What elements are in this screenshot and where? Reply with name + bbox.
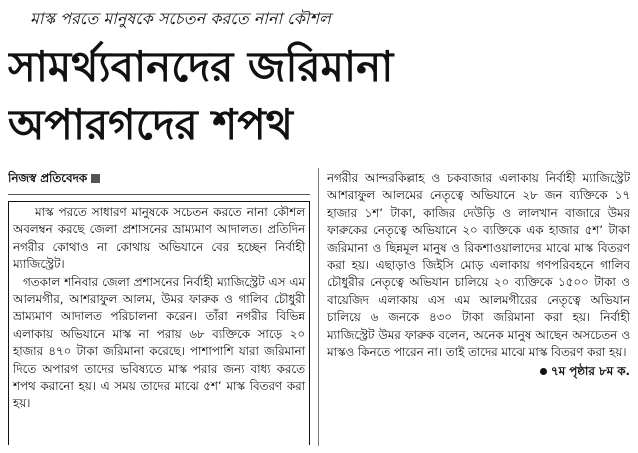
byline-text: নিজস্ব প্রতিবেদক: [8, 171, 88, 185]
paragraph: গতকাল শনিবার জেলা প্রশাসনের নির্বাহী ম্যাজিস্ট্রেট এস এম আলমগীর, আশরাফুল আলম, উমর ফারুক ও গালিব চৌধুরী ভ্রাম্যমাণ আদালত পরিচালনা করেন। তাঁরা নগরীর বিভিন্ন এলাকায় অভিযানে মাস্ক না পরায় ৬৮ ব্যক্তিকে সাড়ে ২০ হাজার ৪৭০ টাকা জরিমানা করেছে। পাশাপাশি যারা জরিমানা দিতে অপারগ তাদের ভবিষ্যতে মাস্ক পরার জন্য বাধ্য করতে শপথ করানো হয়। এ সময় তাদের মাঝে ৫শ’ মাস্ক বিতরণ করা হয়।: [13, 274, 305, 411]
continuation-text: ৭ম পৃষ্ঠার ৮ম ক.: [550, 364, 630, 379]
boxed-article-body: [8, 201, 310, 445]
left-column: [8, 170, 310, 445]
continuation-note: [327, 363, 630, 380]
byline-rule: [8, 194, 310, 195]
paragraph: নগরীর আন্দরকিল্লাহ ও চকবাজার এলাকায় নির্বাহী ম্যাজিস্ট্রেট আশরাফুল আলমের নেতৃত্বে অভিযানে ২৮ জন ব্যক্তিকে ১৭ হাজার ১শ’ টাকা, কাজির দেউড়ি ও লালখান বাজারে উমর ফারুকের নেতৃত্বে অভিযানে ২০ ব্যক্তিকে এক হাজার ৫শ’ টাকা জরিমানা ও ছিন্নমূল মানুষ ও রিকশাওয়ালাদের মাঝে মাস্ক বিতরণ করা হয়। এছাড়াও জিইসি মোড় এলাকায় গণপরিবহনে গালিব চৌধুরীর নেতৃত্বে অভিযান চালিয়ে ২০ ব্যক্তিকে ১৫০০ টাকা ও বায়েজিদ এলাকায় এস এম আলমগীরের নেতৃত্বে অভিযান চালিয়ে ৬ জনকে ৪৩০ টাকা জরিমানা করা হয়। নির্বাহী ম্যাজিস্ট্রেট উমর ফারুক বলেন, অনেক মানুষ আছেন অসচেতন ও মাস্কও কিনতে পারেন না। তাই তাদের মাঝে মাস্ক বিতরণ করা হয়।: [327, 171, 630, 360]
kicker: মাস্ক পরতে মানুষকে সচেতন করতে নানা কৌশল: [30, 9, 331, 28]
headline-line-2: অপারগদের শপথ: [8, 100, 293, 149]
byline: [8, 170, 310, 188]
headline-line-1: সামর্থ্যবানদের জরিমানা: [8, 42, 394, 91]
square-bullet-icon: [91, 174, 100, 183]
right-column: [327, 170, 630, 445]
column-divider: [318, 168, 319, 446]
bullet-dot-icon: [540, 368, 547, 375]
paragraph: মাস্ক পরতে সাধারণ মানুষকে সচেতন করতে নানা কৌশল অবলম্বন করছে জেলা প্রশাসনের ভ্রাম্যমাণ আদালত। প্রতিদিন নগরীর কোথাও না কোথায় অভিযানে বের হচ্ছেন নির্বাহী ম্যাজিস্ট্রেট।: [13, 205, 305, 272]
